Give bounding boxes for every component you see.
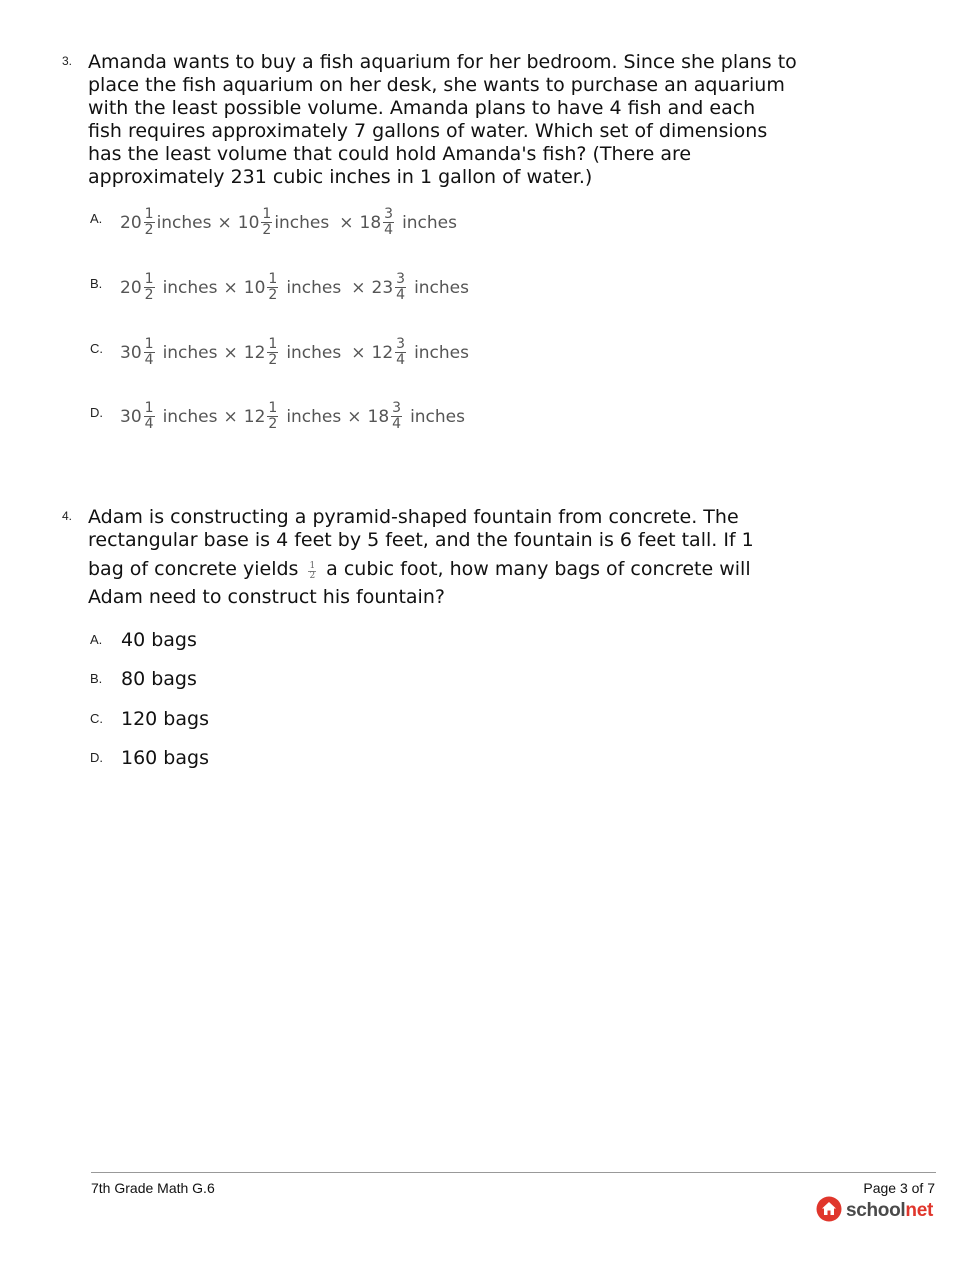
times-sign: × [351,277,366,298]
times-sign: × [351,342,366,363]
question-line [88,552,848,586]
answer-choice-d[interactable] [120,401,465,432]
choice-letter: B. [90,276,103,291]
dimension: 30 $\frac{1}{4}$ inches [120,336,218,368]
question-line: has the least volume that could hold Amanda's fish? (There are [88,143,692,165]
times-sign: × [347,406,362,427]
dimension: 12 $\frac{1}{2}$ inches [243,336,342,368]
answer-choice-a[interactable] [120,207,457,238]
choice-letter: A. [90,632,103,647]
choice-letter: C. [90,341,103,356]
dimension: 10 $\frac{1}{2}$ inches [237,206,330,238]
answer-choice-a[interactable]: 40 bags [121,629,197,651]
footer-title: 7th Grade Math G.6 [91,1180,215,1196]
answer-choice-b[interactable] [120,272,469,303]
question-text [88,51,848,189]
logo-wordmark: schoolnet [845,1200,933,1221]
question-line: Adam need to construct his fountain? [88,586,445,608]
answer-choice-b[interactable]: 80 bags [121,668,197,690]
answer-choice-d[interactable]: 160 bags [121,747,209,769]
schoolnet-logo [816,1196,933,1226]
times-sign: × [217,212,232,233]
dimension: 23 $\frac{3}{4}$ inches [371,271,469,303]
answer-choice-c[interactable]: 120 bags [121,708,209,730]
question-number: 4. [62,509,73,523]
question-line: fish requires approximately 7 gallons of water. Which set of dimensions [88,120,768,142]
times-sign: × [223,406,238,427]
question-number: 3. [62,54,73,68]
question-line: with the least possible volume. Amanda plans to have 4 fish and each [88,97,756,119]
times-sign: × [223,277,238,298]
footer-divider [91,1172,936,1173]
choice-letter: B. [90,671,103,686]
question-line: rectangular base is 4 feet by 5 feet, and the fountain is 6 feet tall. If 1 [88,529,754,551]
choice-letter: D. [90,750,103,765]
choice-letter: D. [90,405,103,420]
dimension: 20 $\frac{1}{2}$ inches [120,271,218,303]
dimension: 18 $\frac{3}{4}$ inches [359,206,457,238]
question-line: Amanda wants to buy a fish aquarium for her bedroom. Since she plans to [88,51,797,73]
question-line-part: a cubic foot, how many bags of concrete will [326,557,751,580]
question-line-part: bag of concrete yields [88,557,299,580]
dimension: 20 $\frac{1}{2}$ inches [120,206,212,238]
dimension: 30 $\frac{1}{4}$ inches [120,400,218,432]
question-line: Adam is constructing a pyramid-shaped fountain from concrete. The [88,506,739,528]
choice-letter: C. [90,711,103,726]
question-line: approximately 231 cubic inches in 1 gallon of water.) [88,166,593,188]
times-sign: × [223,342,238,363]
dimension: 12 $\frac{1}{2}$ inches [243,400,342,432]
choice-letter: A. [90,211,103,226]
question-text [88,506,848,609]
times-sign: × [339,212,354,233]
inline-fraction: $\frac{1}{2}$ [309,560,316,581]
question-line: place the fish aquarium on her desk, she wants to purchase an aquarium [88,74,785,96]
house-icon [816,1196,842,1226]
page-number: Page 3 of 7 [863,1180,935,1196]
answer-choice-c[interactable] [120,337,469,368]
dimension: 12 $\frac{3}{4}$ inches [371,336,469,368]
dimension: 18 $\frac{3}{4}$ inches [367,400,465,432]
dimension: 10 $\frac{1}{2}$ inches [243,271,342,303]
